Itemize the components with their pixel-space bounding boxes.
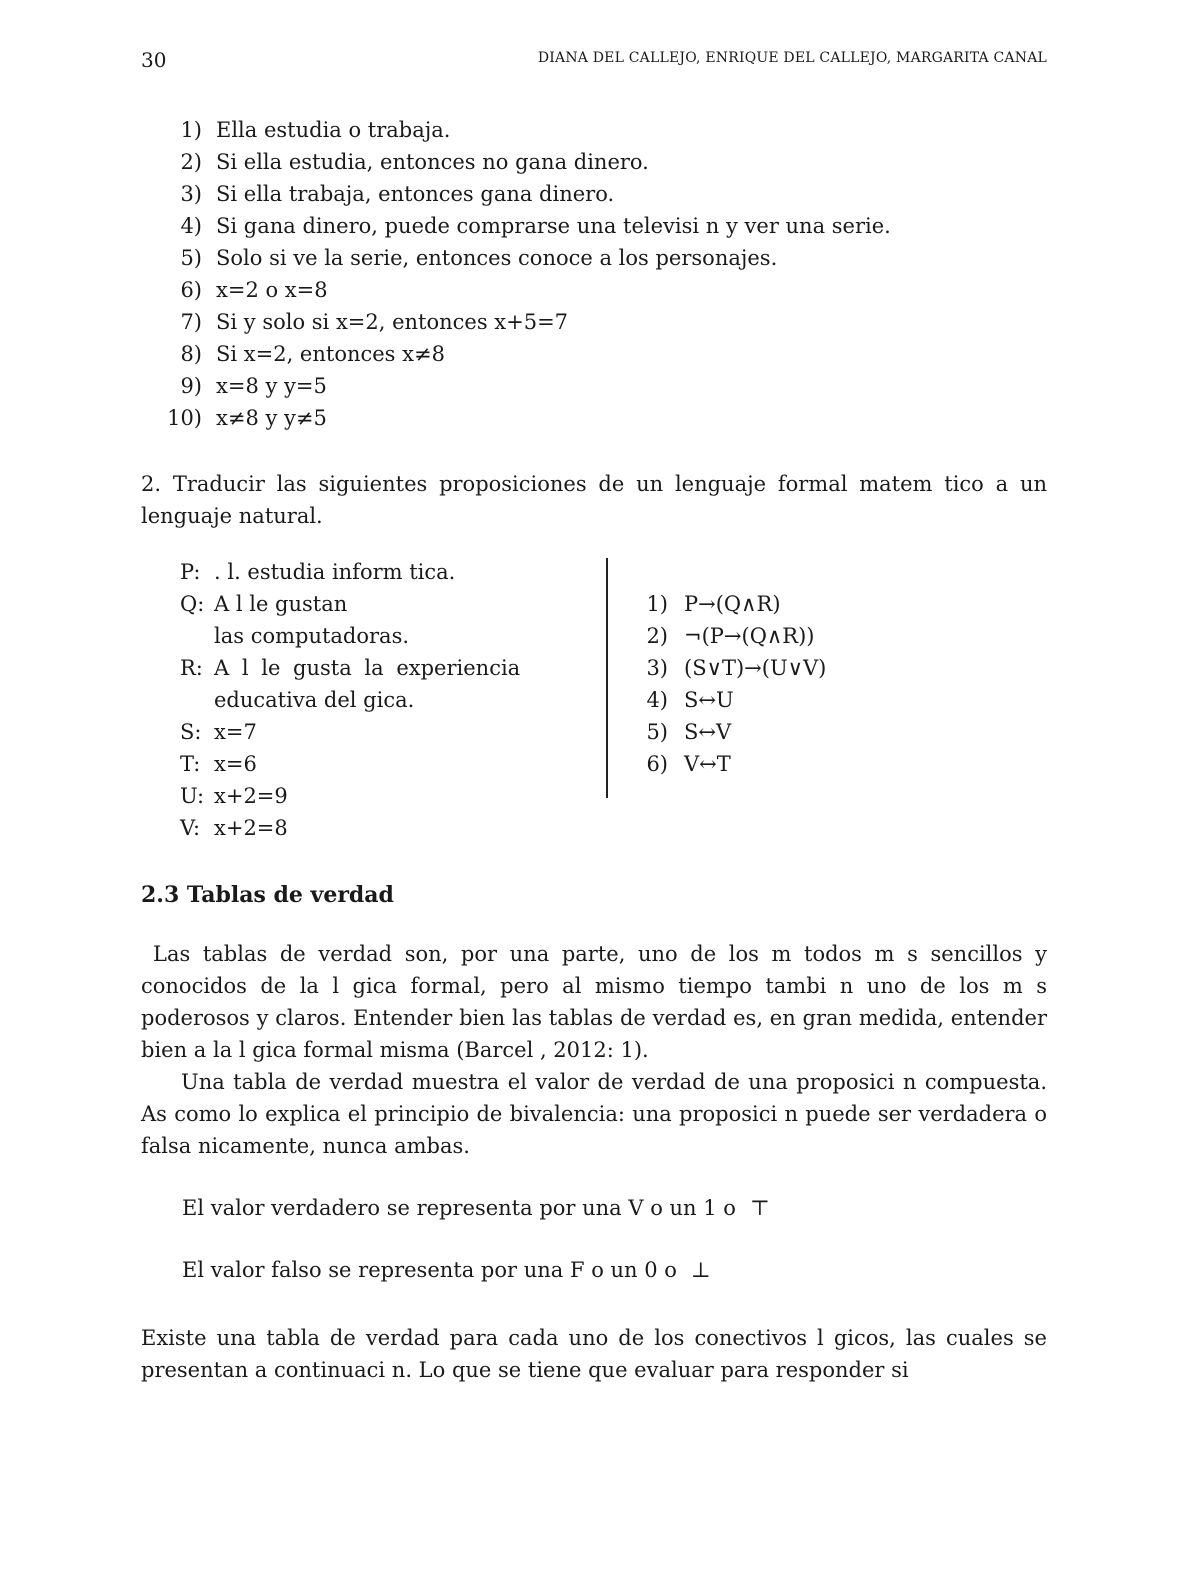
item-number: 3) [180, 182, 202, 206]
item-number: 1) [180, 118, 202, 142]
formula-row [640, 624, 940, 656]
definition-row [180, 688, 580, 720]
definition-row [180, 784, 580, 816]
definition-row [180, 624, 580, 656]
formula-row [640, 752, 940, 784]
item-text: Si x=2, entonces x≠8 [216, 342, 445, 366]
definition-value: las computadoras. [214, 624, 410, 648]
item-number: 10) [167, 406, 202, 430]
definition-value: A l le gustan [214, 592, 348, 616]
formula-text: V↔T [684, 752, 731, 776]
definition-row [180, 752, 580, 784]
list-item [160, 310, 1060, 342]
list-item [160, 150, 1060, 182]
formula-row [640, 720, 940, 752]
formula-text: S↔U [684, 688, 734, 712]
running-head: DIANA DEL CALLEJO, ENRIQUE DEL CALLEJO, MARGARITA CANAL [537, 50, 1047, 66]
proposition-definitions [180, 560, 580, 848]
definition-key: P: [180, 560, 201, 584]
item-number: 2) [180, 150, 202, 174]
formula-text: (S∨T)→(U∨V) [684, 656, 827, 680]
item-number: 9) [180, 374, 202, 398]
list-item [160, 374, 1060, 406]
definition-row [180, 592, 580, 624]
exercise-1-list [160, 118, 1060, 438]
list-item [160, 278, 1060, 310]
list-item [160, 182, 1060, 214]
formula-text: S↔V [684, 720, 732, 744]
definition-value: educativa del gica. [214, 688, 415, 712]
formula-text: ¬(P→(Q∧R)) [684, 624, 815, 648]
definition-row [180, 720, 580, 752]
item-number: 7) [180, 310, 202, 334]
exercise-2-instruction: 2. Traducir las siguientes proposiciones de un lenguaje formal matem tico a un lenguaje natural. [141, 472, 1047, 528]
formula-number: 3) [646, 656, 668, 680]
list-item [160, 342, 1060, 374]
true-value-line [182, 1196, 770, 1220]
top-symbol-icon: ⊤ [749, 1196, 770, 1220]
formula-number: 1) [646, 592, 668, 616]
formula-number: 2) [646, 624, 668, 648]
list-item [160, 214, 1060, 246]
definition-key: S: [180, 720, 202, 744]
column-divider [606, 558, 608, 798]
definition-value: A l le gusta la experiencia [214, 656, 521, 680]
false-value-text: El valor falso se representa por una F o un 0 o [182, 1258, 677, 1282]
item-text: Si gana dinero, puede comprarse una televisi n y ver una serie. [216, 214, 891, 238]
paragraph-1: Las tablas de verdad son, por una parte, uno de los m todos m s sencillos y conocidos de la l gica formal, pero al mismo tiempo tambi n uno de los m s poderosos y claros. Entender bien las tablas de verdad es, en gran medida, entender bien a la l gica formal misma (Barcel , 2012: 1). [141, 942, 1047, 1062]
definition-key: R: [180, 656, 203, 680]
item-text: Si y solo si x=2, entonces x+5=7 [216, 310, 569, 334]
item-text: x=2 o x=8 [216, 278, 328, 302]
definition-key: U: [180, 784, 205, 808]
item-number: 6) [180, 278, 202, 302]
list-item [160, 118, 1060, 150]
item-text: Ella estudia o trabaja. [216, 118, 451, 142]
definition-value: x+2=8 [214, 816, 288, 840]
formula-number: 4) [646, 688, 668, 712]
formula-number: 5) [646, 720, 668, 744]
item-text: x=8 y y=5 [216, 374, 327, 398]
formula-text: P→(Q∧R) [684, 592, 781, 616]
item-text: Solo si ve la serie, entonces conoce a los personajes. [216, 246, 778, 270]
item-number: 5) [180, 246, 202, 270]
true-value-text: El valor verdadero se representa por una V o un 1 o [182, 1196, 736, 1220]
definition-key: Q: [180, 592, 205, 616]
definition-value: x+2=9 [214, 784, 288, 808]
formula-row [640, 592, 940, 624]
definition-row [180, 656, 580, 688]
formula-row [640, 688, 940, 720]
definition-row [180, 816, 580, 848]
page-number: 30 [141, 48, 167, 72]
bottom-symbol-icon: ⊥ [690, 1258, 711, 1282]
list-item [160, 406, 1060, 438]
page-header [141, 48, 1047, 78]
item-text: x≠8 y y≠5 [216, 406, 327, 430]
definition-row [180, 560, 580, 592]
item-number: 8) [180, 342, 202, 366]
formula-number: 6) [646, 752, 668, 776]
item-text: Si ella trabaja, entonces gana dinero. [216, 182, 615, 206]
definition-value: x=7 [214, 720, 257, 744]
item-text: Si ella estudia, entonces no gana dinero. [216, 150, 649, 174]
paragraph-3: Existe una tabla de verdad para cada uno de los conectivos l gicos, las cuales se presentan a continuaci n. Lo que se tiene que evaluar para responder si [141, 1326, 1047, 1382]
list-item [160, 246, 1060, 278]
item-number: 4) [180, 214, 202, 238]
definition-key: V: [180, 816, 201, 840]
definition-key: T: [180, 752, 201, 776]
formula-list [640, 592, 940, 784]
definition-value: . l. estudia inform tica. [214, 560, 456, 584]
false-value-line [182, 1258, 711, 1282]
formula-row [640, 656, 940, 688]
definition-value: x=6 [214, 752, 257, 776]
section-title: 2.3 Tablas de verdad [141, 882, 394, 908]
paragraph-2: Una tabla de verdad muestra el valor de verdad de una proposici n compuesta. As como lo explica el principio de bivalencia: una proposici n puede ser verdadera o falsa nicamente, nunca ambas. [141, 1070, 1047, 1158]
